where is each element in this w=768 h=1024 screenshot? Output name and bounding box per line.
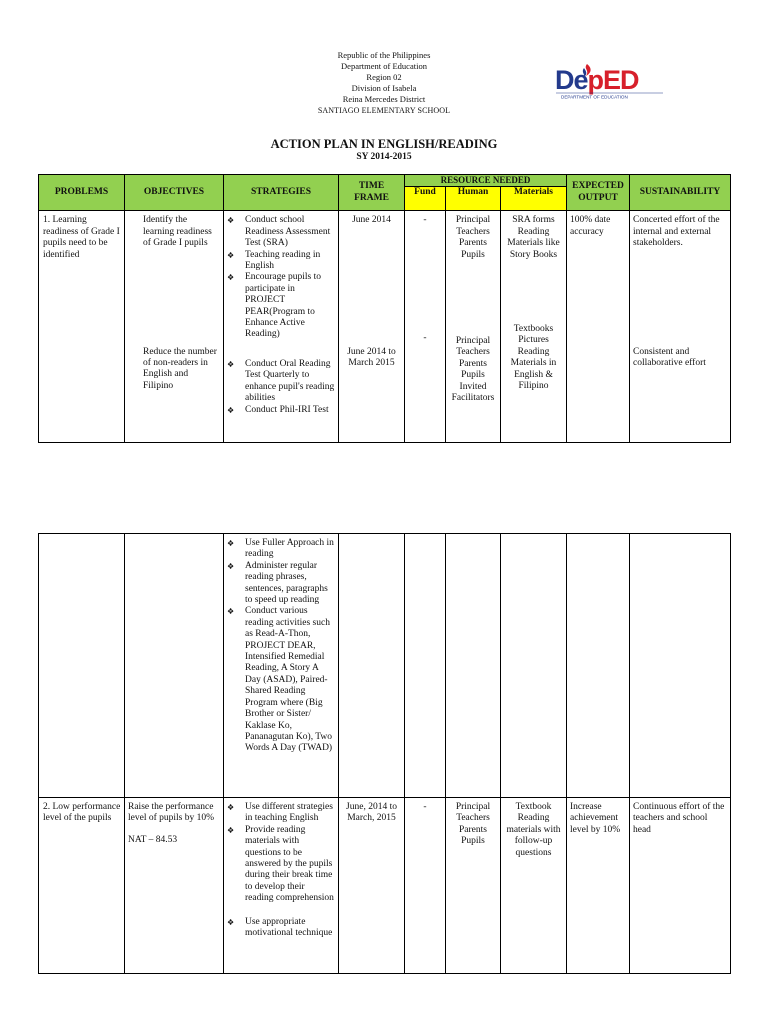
cell-spacer [408, 227, 442, 333]
strategy-list [227, 802, 335, 939]
table-row [39, 534, 731, 798]
header-strategies: STRATEGIES [224, 175, 339, 211]
human-cell [446, 211, 501, 443]
time-frame-text: June 2014 to March 2015 [347, 346, 396, 369]
strategies-cell [224, 534, 339, 798]
materials-cell: Textbook Reading materials with follow-up questions [501, 798, 567, 974]
header-sustainability: SUSTAINABILITY [630, 175, 731, 211]
strategy-item: ❖ Encourage pupils to participate in PROJECT PEAR(Program to Enhance Active Reading) [227, 272, 335, 340]
objective-text: Raise the performance level of pupils by 10% [128, 802, 215, 824]
problem-cell [39, 534, 125, 798]
fund-cell: - [405, 798, 446, 974]
fund-text: - [423, 332, 427, 343]
header-fund: Fund [405, 187, 446, 211]
letterhead-line: Reina Mercedes District [342, 94, 426, 104]
strategy-item: ❖ Conduct Phil-IRI Test [227, 405, 335, 416]
strategy-item: ❖ Use Fuller Approach in reading [227, 538, 335, 561]
school-name: SANTIAGO ELEMENTARY SCHOOL [317, 106, 451, 115]
nat-score: NAT – 84.53 [128, 834, 178, 845]
sustainability-cell [630, 534, 731, 798]
time-frame-cell [339, 534, 405, 798]
materials-text: SRA forms Reading Materials like Story Books [507, 215, 560, 260]
sustainability-text: Consistent and collaborative effort [633, 346, 706, 369]
time-frame-cell: June, 2014 to March, 2015 [339, 798, 405, 974]
cell-spacer [342, 227, 401, 347]
letterhead-line: Division of Isabela [351, 83, 417, 93]
strategies-cell [224, 211, 339, 443]
cell-spacer [128, 825, 220, 835]
header-materials: Materials [501, 187, 567, 211]
materials-cell [501, 534, 567, 798]
strategy-item: ❖ Teaching reading in English [227, 250, 335, 273]
materials-text: Textbooks Pictures Reading Materials in English & Filipino [510, 324, 557, 392]
letterhead-line: Department of Education [341, 61, 427, 71]
objectives-cell [125, 534, 224, 798]
strategy-list [227, 215, 335, 416]
letterhead-line: Region 02 [366, 72, 402, 82]
objectives-cell [125, 211, 224, 443]
strategy-item: ❖ Administer regular reading phrases, sentences, paragraphs to speed up reading [227, 561, 335, 607]
strategy-item: ❖ Provide reading materials with questions to be answered by the pupils during their break time to develop their reading comprehension [227, 825, 335, 905]
problem-cell: 2. Low performance level of the pupils [39, 798, 125, 974]
problem-cell: 1. Learning readiness of Grade I pupils need to be identified [39, 211, 125, 443]
school-year: SY 2014-2015 [356, 152, 412, 162]
expected-output-cell: Increase achievement level by 10% [567, 798, 630, 974]
cell-spacer [449, 261, 497, 336]
header-time-frame: TIME FRAME [339, 175, 405, 211]
deped-logo [555, 60, 665, 100]
fund-text: - [423, 215, 427, 226]
objective-text: Reduce the number of non-readers in English and Filipino [143, 346, 217, 391]
cell-spacer [633, 250, 727, 347]
action-plan-table-continued [38, 533, 731, 974]
letterhead-line: Republic of the Philippines [337, 50, 431, 60]
fund-cell [405, 211, 446, 443]
table-row [39, 798, 731, 974]
strategy-item: ❖ Conduct school Readiness Assessment Test (SRA) [227, 215, 335, 249]
strategy-item: ❖ Conduct various reading activities such as Read-A-Thon, PROJECT DEAR, Intensified Remedial Reading, A Story A Day (ASAD), Paired-Shared Reading Program where (Big Brother or Sister/ Kaklase Ko, Pananagutan Ko), Two Words A Day (TWAD) [227, 606, 335, 754]
materials-cell [501, 211, 567, 443]
sustainability-cell [630, 211, 731, 443]
cell-spacer [143, 250, 220, 347]
time-frame-text: June 2014 [352, 215, 391, 226]
table-row [39, 211, 731, 443]
expected-output-cell: 100% date accuracy [567, 211, 630, 443]
strategy-list [227, 538, 335, 755]
sustainability-cell: Continuous effort of the teachers and school head [630, 798, 731, 974]
svg-text:DepED: DepED [555, 65, 639, 95]
action-plan-table [38, 174, 731, 443]
header-problems: PROBLEMS [39, 175, 125, 211]
strategy-item: ❖ Use different strategies in teaching English [227, 802, 335, 825]
human-cell: Principal Teachers Parents Pupils [446, 798, 501, 974]
cell-spacer [504, 261, 563, 324]
strategies-cell [224, 798, 339, 974]
human-cell [446, 534, 501, 798]
header-resource-needed: RESOURCE NEEDED [405, 175, 567, 187]
header-objectives: OBJECTIVES [125, 175, 224, 211]
human-text: Principal Teachers Parents Pupils Invited Facilitators [451, 336, 495, 404]
strategy-item: ❖ Use appropriate motivational technique [227, 917, 335, 940]
fund-cell [405, 534, 446, 798]
objectives-cell [125, 798, 224, 974]
header-human: Human [446, 187, 501, 211]
logo-caption: DEPARTMENT OF EDUCATION [561, 94, 628, 100]
sustainability-text: Concerted effort of the internal and external stakeholders. [633, 215, 720, 249]
document-title: ACTION PLAN IN ENGLISH/READING [270, 137, 498, 151]
human-text: Principal Teachers Parents Pupils [455, 215, 491, 260]
header-expected-output: EXPECTED OUTPUT [567, 175, 630, 211]
expected-output-cell [567, 534, 630, 798]
time-frame-cell [339, 211, 405, 443]
objective-text: Identify the learning readiness of Grade I pupils [143, 215, 212, 249]
strategy-item: ❖ Conduct Oral Reading Test Quarterly to enhance pupil's reading abilities [227, 359, 335, 405]
